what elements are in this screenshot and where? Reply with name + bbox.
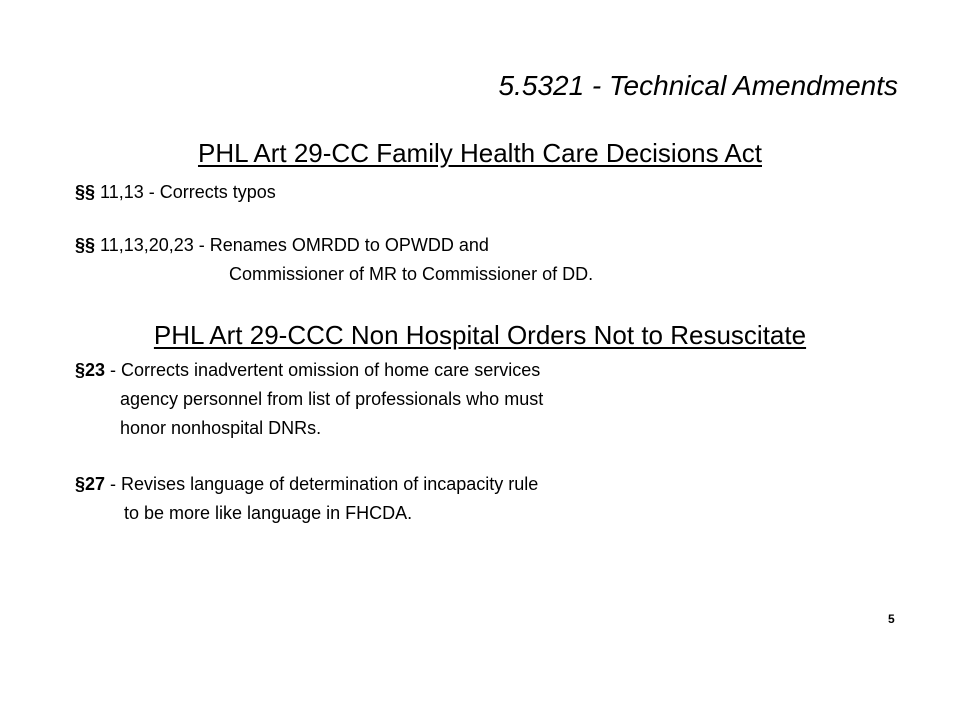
item-incapacity — [75, 473, 538, 495]
item-text: - Corrects inadvertent omission of home care services — [105, 360, 541, 380]
item-renames-continuation: Commissioner of MR to Commissioner of DD. — [229, 264, 594, 284]
slide-title: 5.5321 - Technical Amendments — [498, 70, 898, 101]
item-text: - Revises language of determination of incapacity rule — [105, 474, 539, 494]
item-text: 11,13,20,23 - Renames OMRDD to OPWDD and — [95, 235, 489, 255]
item-renames — [75, 234, 489, 256]
section-symbol: §27 — [75, 474, 106, 494]
item-typos — [75, 181, 276, 203]
section-symbol: §§ — [75, 235, 96, 255]
section-symbol: §§ — [75, 182, 96, 202]
section-symbol: §23 — [75, 360, 106, 380]
item-incapacity-continuation: to be more like language in FHCDA. — [124, 503, 413, 523]
section-heading-fhcda: PHL Art 29-CC Family Health Care Decisions Act — [197, 138, 762, 168]
item-text: 11,13 - Corrects typos — [95, 182, 276, 202]
section-heading-nhdnr: PHL Art 29-CCC Non Hospital Orders Not to Resuscitate — [153, 320, 807, 350]
page-number: 5 — [888, 612, 895, 626]
item-omission-continuation-2: honor nonhospital DNRs. — [120, 418, 322, 438]
item-omission — [75, 359, 540, 381]
item-omission-continuation-1: agency personnel from list of professionals who must — [120, 389, 544, 409]
